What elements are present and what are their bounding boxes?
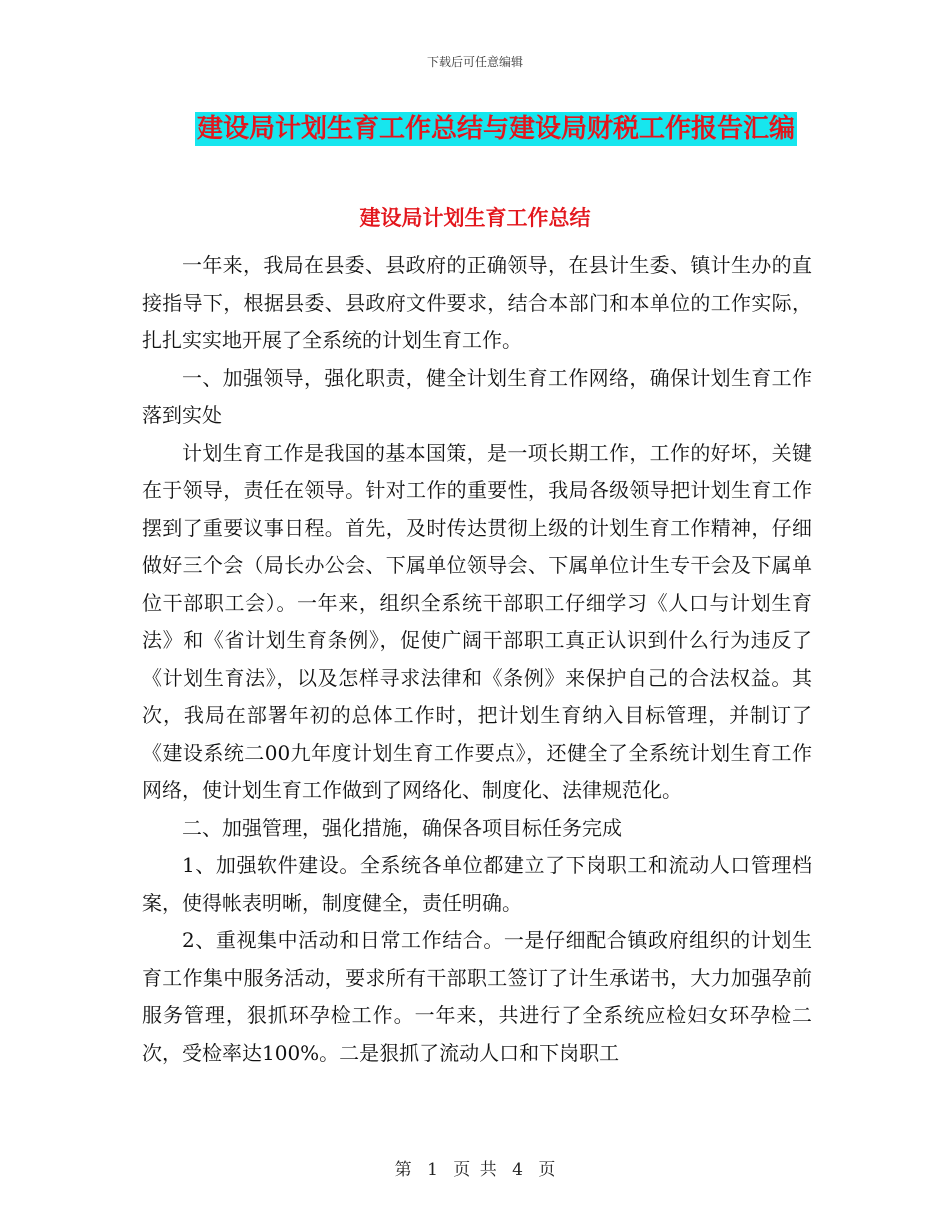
- footer-prefix: 第: [394, 1160, 412, 1180]
- document-body: [142, 247, 812, 1072]
- paragraph: 二、加强管理，强化措施，确保各项目标任务完成: [182, 815, 622, 840]
- footer-middle: 页 共: [453, 1160, 497, 1180]
- paragraph: 2、重视集中活动和日常工作结合。一是仔细配合镇政府组织的计划生育工作集中服务活动，要求所有干部职工签订了计生承诺书，大力加强孕前服务管理，狠抓环孕检工作。一年来，共进行了全系统应检妇女环孕检二次，受检率达100%。二是狠抓了流动人口和下岗职工: [142, 928, 812, 1065]
- footer-suffix: 页: [538, 1160, 556, 1180]
- header-note: 下载后可任意编辑: [426, 55, 523, 69]
- paragraph: 一、加强领导，强化职责，健全计划生育工作网络，确保计划生育工作落到实处: [142, 365, 812, 427]
- section-title: 建设局计划生育工作总结: [359, 206, 591, 230]
- page-footer: [0, 1155, 950, 1180]
- paragraph: 计划生育工作是我国的基本国策，是一项长期工作，工作的好坏，关键在于领导，责任在领导。针对工作的重要性，我局各级领导把计划生育工作摆到了重要议事日程。首先，及时传达贯彻上级的计划生育工作精神，仔细做好三个会（局长办公会、下属单位领导会、下属单位计生专干会及下属单位干部职工会）。一年来，组织全系统干部职工仔细学习《人口与计划生育法》和《省计划生育条例》，促使广阔干部职工真正认识到什么行为违反了《计划生育法》，以及怎样寻求法律和《条例》来保护自己的合法权益。其次，我局在部署年初的总体工作时，把计划生育纳入目标管理，并制订了《建设系统二00九年度计划生育工作要点》，还健全了全系统计划生育工作网络，使计划生育工作做到了网络化、制度化、法律规范化。: [142, 440, 812, 802]
- document-title: 建设局计划生育工作总结与建设局财税工作报告汇编: [197, 114, 796, 144]
- footer-total-pages: 4: [512, 1160, 523, 1180]
- footer-page-number: 1: [427, 1160, 438, 1180]
- paragraph: 1、加强软件建设。全系统各单位都建立了下岗职工和流动人口管理档案，使得帐表明晰，制度健全，责任明确。: [142, 853, 812, 915]
- paragraph: 一年来，我局在县委、县政府的正确领导，在县计生委、镇计生办的直接指导下，根据县委、县政府文件要求，结合本部门和本单位的工作实际，扎扎实实地开展了全系统的计划生育工作。: [142, 253, 812, 352]
